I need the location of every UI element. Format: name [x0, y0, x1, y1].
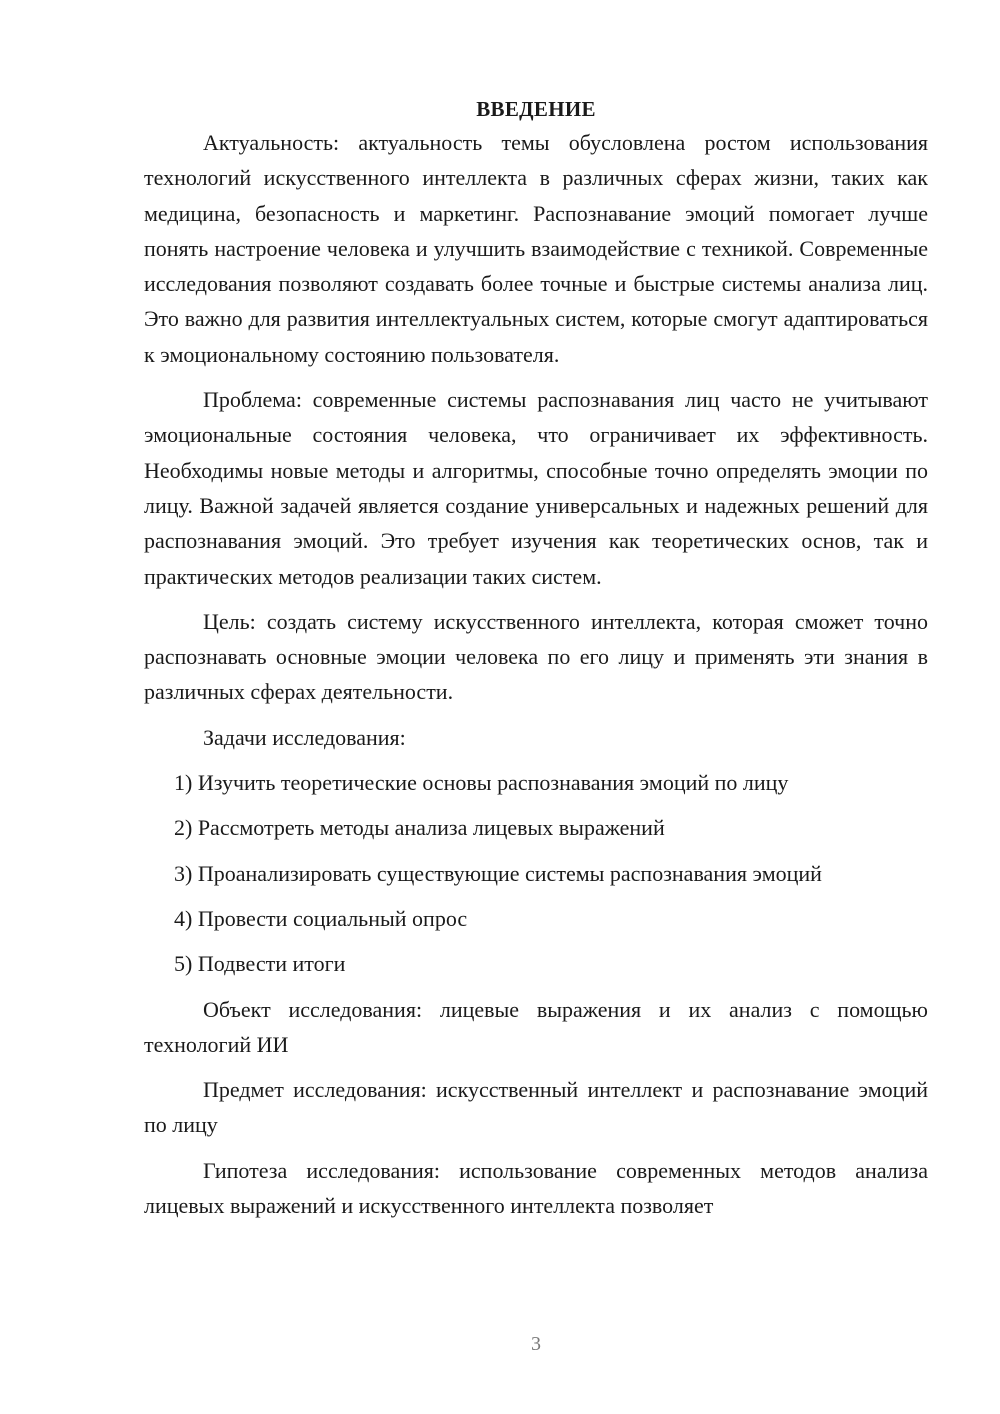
- section-heading: ВВЕДЕНИЕ: [476, 97, 596, 121]
- tasks-list: [144, 765, 928, 981]
- subject-paragraph: Предмет исследования: искусственный интеллект и распознавание эмоций по лицу: [144, 1077, 928, 1138]
- page-content: [144, 94, 928, 1233]
- task-item: 1) Изучить теоретические основы распознавания эмоций по лицу: [174, 770, 789, 796]
- task-item: 3) Проанализировать существующие системы распознавания эмоций: [174, 860, 822, 886]
- hypothesis-paragraph: Гипотеза исследования: использование современных методов анализа лицевых выражений и искусственного интеллекта позволяет: [144, 1157, 928, 1219]
- task-item: 4) Провести социальный опрос: [174, 905, 468, 931]
- page-number: 3: [531, 1333, 541, 1355]
- task-item: 5) Подвести итоги: [174, 951, 346, 977]
- tasks-title: Задачи исследования:: [203, 724, 406, 750]
- object-paragraph: Объект исследования: лицевые выражения и их анализ с помощью технологий ИИ: [144, 996, 928, 1057]
- task-item: 2) Рассмотреть методы анализа лицевых выражений: [174, 815, 665, 841]
- problem-paragraph: Проблема: современные системы распознавания лиц часто не учитывают эмоциональные состояния человека, что ограничивает их эффективность. Необходимы новые методы и алгоритмы, способные точно определять эмоции по лицу. Важной задачей является создание универсальных и надежных решений для распознавания эмоций. Это требует изучения как теоретических основ, так и практических методов реализации таких систем.: [144, 387, 928, 589]
- relevance-paragraph: Актуальность: актуальность темы обусловлена ростом использования технологий искусственного интеллекта в различных сферах жизни, таких как медицина, безопасность и маркетинг. Распознавание эмоций помогает лучше понять настроение человека и улучшить взаимодействие с техникой. Современные исследования позволяют создавать более точные и быстрые системы анализа лиц. Это важно для развития интеллектуальных систем, которые смогут адаптироваться к эмоциональному состоянию пользователя.: [144, 130, 928, 367]
- goal-paragraph: Цель: создать систему искусственного интеллекта, которая сможет точно распознавать основные эмоции человека по его лицу и применять эти знания в различных сферах деятельности.: [144, 608, 928, 705]
